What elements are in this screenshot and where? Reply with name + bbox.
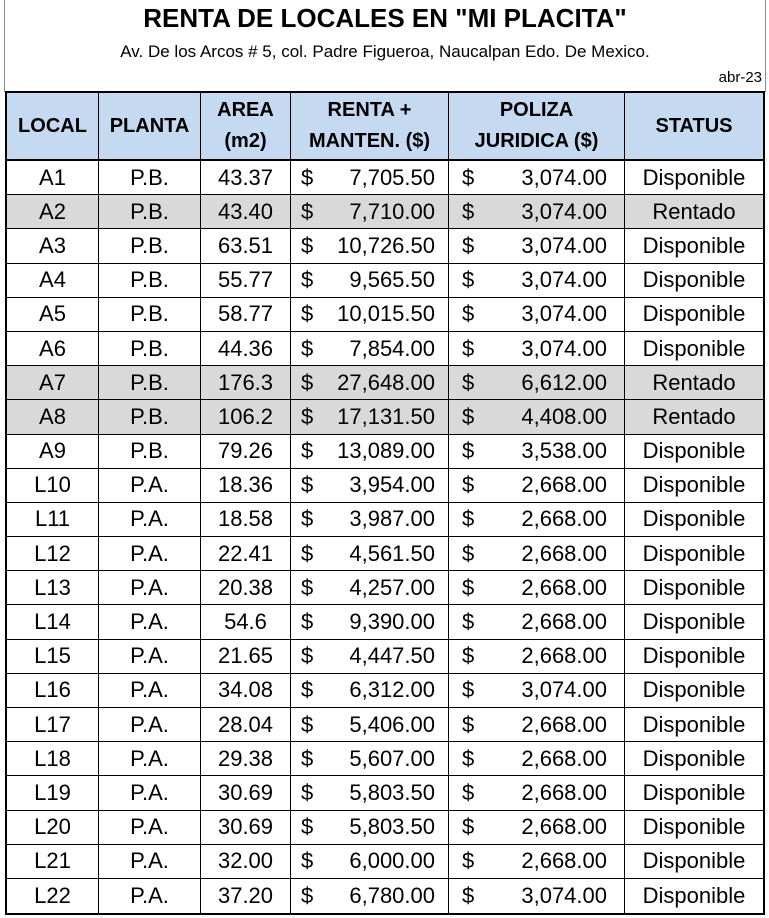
cell-poliza bbox=[449, 229, 625, 262]
address-subtitle: Av. De los Arcos # 5, col. Padre Figueroa, Naucalpan Edo. De Mexico. bbox=[120, 42, 650, 61]
poliza-amount: 3,074.00 bbox=[521, 198, 607, 224]
rental-table bbox=[5, 91, 765, 915]
cell-local: L17 bbox=[7, 708, 99, 741]
cell-status: Disponible bbox=[642, 814, 746, 840]
table-row bbox=[7, 195, 763, 229]
currency-symbol: $ bbox=[462, 369, 475, 395]
poliza-amount: 4,408.00 bbox=[521, 403, 607, 429]
cell-poliza bbox=[449, 503, 625, 536]
page-title: RENTA DE LOCALES EN "MI PLACITA" bbox=[143, 3, 627, 33]
renta-amount: 9,565.50 bbox=[349, 267, 435, 293]
currency-symbol: $ bbox=[301, 472, 314, 498]
currency-symbol: $ bbox=[462, 198, 475, 224]
currency-symbol: $ bbox=[462, 745, 475, 771]
cell-local: A6 bbox=[7, 332, 99, 365]
cell-local: A9 bbox=[7, 435, 99, 468]
cell-local: L22 bbox=[7, 879, 99, 913]
cell-status: Disponible bbox=[642, 883, 746, 909]
cell-area: 63.51 bbox=[201, 229, 291, 262]
cell-status: Disponible bbox=[642, 677, 746, 703]
poliza-amount: 2,668.00 bbox=[521, 609, 607, 635]
cell-area: 29.38 bbox=[201, 742, 291, 775]
table-row bbox=[7, 332, 763, 366]
cell-local: L19 bbox=[7, 776, 99, 809]
header-poliza-line-2: JURIDICA ($) bbox=[474, 130, 599, 152]
header-area bbox=[201, 93, 291, 159]
poliza-amount: 2,668.00 bbox=[521, 814, 607, 840]
table-row bbox=[7, 742, 763, 776]
currency-symbol: $ bbox=[301, 711, 314, 737]
currency-symbol: $ bbox=[462, 883, 475, 909]
currency-symbol: $ bbox=[301, 232, 314, 258]
cell-planta: P.B. bbox=[99, 435, 201, 468]
date-label: abr-23 bbox=[718, 69, 762, 86]
cell-renta bbox=[291, 571, 449, 604]
cell-area: 43.37 bbox=[201, 161, 291, 194]
cell-local: L20 bbox=[7, 811, 99, 844]
cell-area: 176.3 bbox=[201, 366, 291, 399]
currency-symbol: $ bbox=[462, 643, 475, 669]
cell-poliza bbox=[449, 264, 625, 297]
table-row bbox=[7, 469, 763, 503]
cell-area: 20.38 bbox=[201, 571, 291, 604]
currency-symbol: $ bbox=[462, 814, 475, 840]
renta-amount: 3,987.00 bbox=[349, 506, 435, 532]
cell-renta bbox=[291, 811, 449, 844]
currency-symbol: $ bbox=[301, 335, 314, 361]
renta-amount: 17,131.50 bbox=[337, 403, 435, 429]
cell-area: 106.2 bbox=[201, 400, 291, 433]
cell-status: Disponible bbox=[642, 301, 746, 327]
renta-amount: 5,406.00 bbox=[349, 711, 435, 737]
renta-amount: 5,803.50 bbox=[349, 779, 435, 805]
poliza-amount: 2,668.00 bbox=[521, 643, 607, 669]
table-row bbox=[7, 571, 763, 605]
currency-symbol: $ bbox=[301, 403, 314, 429]
cell-renta bbox=[291, 400, 449, 433]
currency-symbol: $ bbox=[301, 814, 314, 840]
currency-symbol: $ bbox=[462, 540, 475, 566]
cell-poliza bbox=[449, 708, 625, 741]
cell-area: 44.36 bbox=[201, 332, 291, 365]
currency-symbol: $ bbox=[301, 574, 314, 600]
cell-status: Rentado bbox=[652, 369, 736, 395]
header-status-line: STATUS bbox=[655, 114, 733, 137]
table-row bbox=[7, 503, 763, 537]
cell-poliza bbox=[449, 571, 625, 604]
table-row bbox=[7, 845, 763, 879]
cell-area: 28.04 bbox=[201, 708, 291, 741]
cell-status: Rentado bbox=[652, 403, 736, 429]
table-header-row bbox=[7, 93, 763, 161]
cell-renta bbox=[291, 503, 449, 536]
poliza-amount: 2,668.00 bbox=[521, 711, 607, 737]
cell-planta: P.A. bbox=[99, 571, 201, 604]
cell-local: A7 bbox=[7, 366, 99, 399]
header-renta-line-1: RENTA + bbox=[327, 99, 412, 121]
cell-renta bbox=[291, 640, 449, 673]
table-row bbox=[7, 776, 763, 810]
cell-area: 54.6 bbox=[201, 605, 291, 638]
currency-symbol: $ bbox=[462, 438, 475, 464]
header-local-line: LOCAL bbox=[18, 114, 87, 137]
cell-planta: P.A. bbox=[99, 640, 201, 673]
header-planta bbox=[99, 93, 201, 159]
poliza-amount: 3,074.00 bbox=[521, 883, 607, 909]
cell-status: Disponible bbox=[642, 711, 746, 737]
renta-amount: 6,000.00 bbox=[349, 848, 435, 874]
table-row bbox=[7, 605, 763, 639]
cell-status: Disponible bbox=[642, 779, 746, 805]
cell-area: 21.65 bbox=[201, 640, 291, 673]
cell-local: L13 bbox=[7, 571, 99, 604]
cell-poliza bbox=[449, 298, 625, 331]
currency-symbol: $ bbox=[462, 848, 475, 874]
currency-symbol: $ bbox=[301, 883, 314, 909]
cell-poliza bbox=[449, 640, 625, 673]
currency-symbol: $ bbox=[301, 540, 314, 566]
currency-symbol: $ bbox=[462, 506, 475, 532]
currency-symbol: $ bbox=[301, 438, 314, 464]
table-row bbox=[7, 161, 763, 195]
currency-symbol: $ bbox=[462, 779, 475, 805]
cell-local: L21 bbox=[7, 845, 99, 878]
cell-planta: P.B. bbox=[99, 264, 201, 297]
cell-renta bbox=[291, 845, 449, 878]
table-row bbox=[7, 435, 763, 469]
poliza-amount: 2,668.00 bbox=[521, 745, 607, 771]
currency-symbol: $ bbox=[462, 609, 475, 635]
cell-area: 22.41 bbox=[201, 537, 291, 570]
poliza-amount: 2,668.00 bbox=[521, 574, 607, 600]
title-frame bbox=[4, 0, 766, 92]
cell-local: A1 bbox=[7, 161, 99, 194]
currency-symbol: $ bbox=[301, 301, 314, 327]
renta-amount: 10,015.50 bbox=[337, 301, 435, 327]
table-row bbox=[7, 674, 763, 708]
cell-renta bbox=[291, 742, 449, 775]
table-row bbox=[7, 264, 763, 298]
header-planta-line: PLANTA bbox=[109, 114, 190, 137]
cell-planta: P.B. bbox=[99, 298, 201, 331]
poliza-amount: 3,074.00 bbox=[521, 267, 607, 293]
header-area-line-1: AREA bbox=[217, 99, 274, 121]
cell-area: 55.77 bbox=[201, 264, 291, 297]
cell-local: A4 bbox=[7, 264, 99, 297]
renta-amount: 5,803.50 bbox=[349, 814, 435, 840]
poliza-amount: 2,668.00 bbox=[521, 506, 607, 532]
header-poliza-line-1: POLIZA bbox=[499, 99, 574, 121]
currency-symbol: $ bbox=[301, 609, 314, 635]
cell-planta: P.B. bbox=[99, 366, 201, 399]
cell-poliza bbox=[449, 400, 625, 433]
cell-poliza bbox=[449, 469, 625, 502]
renta-amount: 4,447.50 bbox=[349, 643, 435, 669]
cell-area: 18.36 bbox=[201, 469, 291, 502]
poliza-amount: 3,074.00 bbox=[521, 677, 607, 703]
cell-renta bbox=[291, 674, 449, 707]
table-row bbox=[7, 400, 763, 434]
cell-status: Disponible bbox=[642, 267, 746, 293]
cell-area: 34.08 bbox=[201, 674, 291, 707]
cell-poliza bbox=[449, 537, 625, 570]
cell-planta: P.A. bbox=[99, 742, 201, 775]
cell-local: L15 bbox=[7, 640, 99, 673]
currency-symbol: $ bbox=[301, 267, 314, 293]
cell-status: Disponible bbox=[642, 438, 746, 464]
header-renta-line-2: MANTEN. ($) bbox=[308, 130, 431, 152]
table-row bbox=[7, 879, 763, 913]
cell-renta bbox=[291, 879, 449, 913]
cell-planta: P.B. bbox=[99, 229, 201, 262]
poliza-amount: 3,538.00 bbox=[521, 438, 607, 464]
cell-area: 37.20 bbox=[201, 879, 291, 913]
table-body bbox=[7, 161, 763, 913]
currency-symbol: $ bbox=[462, 677, 475, 703]
cell-status: Disponible bbox=[642, 745, 746, 771]
renta-amount: 13,089.00 bbox=[337, 438, 435, 464]
renta-amount: 5,607.00 bbox=[349, 745, 435, 771]
renta-amount: 6,312.00 bbox=[349, 677, 435, 703]
poliza-amount: 6,612.00 bbox=[521, 369, 607, 395]
table-row bbox=[7, 640, 763, 674]
cell-area: 30.69 bbox=[201, 776, 291, 809]
cell-status: Disponible bbox=[642, 609, 746, 635]
currency-symbol: $ bbox=[301, 643, 314, 669]
cell-renta bbox=[291, 537, 449, 570]
renta-amount: 6,780.00 bbox=[349, 883, 435, 909]
cell-poliza bbox=[449, 776, 625, 809]
cell-local: A2 bbox=[7, 195, 99, 228]
cell-status: Disponible bbox=[642, 164, 746, 190]
table-row bbox=[7, 298, 763, 332]
currency-symbol: $ bbox=[462, 232, 475, 258]
cell-poliza bbox=[449, 161, 625, 194]
cell-renta bbox=[291, 264, 449, 297]
cell-local: A3 bbox=[7, 229, 99, 262]
cell-renta bbox=[291, 298, 449, 331]
header-local bbox=[7, 93, 99, 159]
table-row bbox=[7, 708, 763, 742]
cell-poliza bbox=[449, 605, 625, 638]
poliza-amount: 2,668.00 bbox=[521, 472, 607, 498]
cell-area: 79.26 bbox=[201, 435, 291, 468]
poliza-amount: 3,074.00 bbox=[521, 164, 607, 190]
cell-renta bbox=[291, 469, 449, 502]
cell-renta bbox=[291, 161, 449, 194]
cell-planta: P.A. bbox=[99, 845, 201, 878]
cell-local: L12 bbox=[7, 537, 99, 570]
table-row bbox=[7, 537, 763, 571]
cell-renta bbox=[291, 708, 449, 741]
currency-symbol: $ bbox=[462, 711, 475, 737]
cell-renta bbox=[291, 435, 449, 468]
poliza-amount: 2,668.00 bbox=[521, 779, 607, 805]
cell-planta: P.A. bbox=[99, 776, 201, 809]
cell-renta bbox=[291, 605, 449, 638]
currency-symbol: $ bbox=[462, 403, 475, 429]
cell-planta: P.B. bbox=[99, 195, 201, 228]
currency-symbol: $ bbox=[301, 779, 314, 805]
header-area-line-2: (m2) bbox=[224, 130, 267, 152]
cell-poliza bbox=[449, 195, 625, 228]
renta-amount: 7,705.50 bbox=[349, 164, 435, 190]
cell-poliza bbox=[449, 674, 625, 707]
currency-symbol: $ bbox=[301, 506, 314, 532]
cell-status: Disponible bbox=[642, 574, 746, 600]
header-status bbox=[625, 93, 763, 159]
currency-symbol: $ bbox=[301, 677, 314, 703]
poliza-amount: 3,074.00 bbox=[521, 335, 607, 361]
cell-planta: P.A. bbox=[99, 879, 201, 913]
cell-local: L11 bbox=[7, 503, 99, 536]
currency-symbol: $ bbox=[462, 267, 475, 293]
cell-status: Disponible bbox=[642, 335, 746, 361]
header-poliza bbox=[449, 93, 625, 159]
cell-poliza bbox=[449, 879, 625, 913]
cell-status: Disponible bbox=[642, 540, 746, 566]
currency-symbol: $ bbox=[301, 198, 314, 224]
currency-symbol: $ bbox=[462, 472, 475, 498]
renta-amount: 9,390.00 bbox=[349, 609, 435, 635]
currency-symbol: $ bbox=[301, 164, 314, 190]
cell-area: 30.69 bbox=[201, 811, 291, 844]
renta-amount: 4,561.50 bbox=[349, 540, 435, 566]
poliza-amount: 3,074.00 bbox=[521, 301, 607, 327]
cell-local: A5 bbox=[7, 298, 99, 331]
currency-symbol: $ bbox=[462, 574, 475, 600]
currency-symbol: $ bbox=[301, 848, 314, 874]
cell-planta: P.A. bbox=[99, 469, 201, 502]
poliza-amount: 2,668.00 bbox=[521, 848, 607, 874]
cell-planta: P.A. bbox=[99, 674, 201, 707]
cell-poliza bbox=[449, 742, 625, 775]
cell-status: Disponible bbox=[642, 506, 746, 532]
cell-planta: P.A. bbox=[99, 811, 201, 844]
cell-poliza bbox=[449, 845, 625, 878]
cell-poliza bbox=[449, 811, 625, 844]
currency-symbol: $ bbox=[301, 369, 314, 395]
cell-renta bbox=[291, 776, 449, 809]
cell-poliza bbox=[449, 435, 625, 468]
cell-planta: P.B. bbox=[99, 161, 201, 194]
cell-renta bbox=[291, 229, 449, 262]
cell-poliza bbox=[449, 332, 625, 365]
cell-planta: P.A. bbox=[99, 708, 201, 741]
currency-symbol: $ bbox=[462, 164, 475, 190]
table-row bbox=[7, 811, 763, 845]
cell-local: L16 bbox=[7, 674, 99, 707]
cell-planta: P.B. bbox=[99, 400, 201, 433]
renta-amount: 10,726.50 bbox=[337, 232, 435, 258]
cell-planta: P.A. bbox=[99, 503, 201, 536]
currency-symbol: $ bbox=[301, 745, 314, 771]
cell-local: L14 bbox=[7, 605, 99, 638]
cell-area: 32.00 bbox=[201, 845, 291, 878]
cell-status: Disponible bbox=[642, 643, 746, 669]
table-row bbox=[7, 229, 763, 263]
renta-amount: 7,854.00 bbox=[349, 335, 435, 361]
cell-planta: P.A. bbox=[99, 537, 201, 570]
cell-status: Disponible bbox=[642, 232, 746, 258]
renta-amount: 7,710.00 bbox=[349, 198, 435, 224]
table-row bbox=[7, 366, 763, 400]
cell-status: Rentado bbox=[652, 198, 736, 224]
cell-local: A8 bbox=[7, 400, 99, 433]
cell-poliza bbox=[449, 366, 625, 399]
cell-planta: P.A. bbox=[99, 605, 201, 638]
renta-amount: 27,648.00 bbox=[337, 369, 435, 395]
cell-status: Disponible bbox=[642, 848, 746, 874]
poliza-amount: 3,074.00 bbox=[521, 232, 607, 258]
cell-renta bbox=[291, 195, 449, 228]
cell-area: 58.77 bbox=[201, 298, 291, 331]
renta-amount: 4,257.00 bbox=[349, 574, 435, 600]
poliza-amount: 2,668.00 bbox=[521, 540, 607, 566]
cell-area: 18.58 bbox=[201, 503, 291, 536]
cell-local: L10 bbox=[7, 469, 99, 502]
currency-symbol: $ bbox=[462, 301, 475, 327]
header-renta bbox=[291, 93, 449, 159]
cell-status: Disponible bbox=[642, 472, 746, 498]
cell-area: 43.40 bbox=[201, 195, 291, 228]
cell-planta: P.B. bbox=[99, 332, 201, 365]
cell-local: L18 bbox=[7, 742, 99, 775]
cell-renta bbox=[291, 366, 449, 399]
renta-amount: 3,954.00 bbox=[349, 472, 435, 498]
currency-symbol: $ bbox=[462, 335, 475, 361]
cell-renta bbox=[291, 332, 449, 365]
